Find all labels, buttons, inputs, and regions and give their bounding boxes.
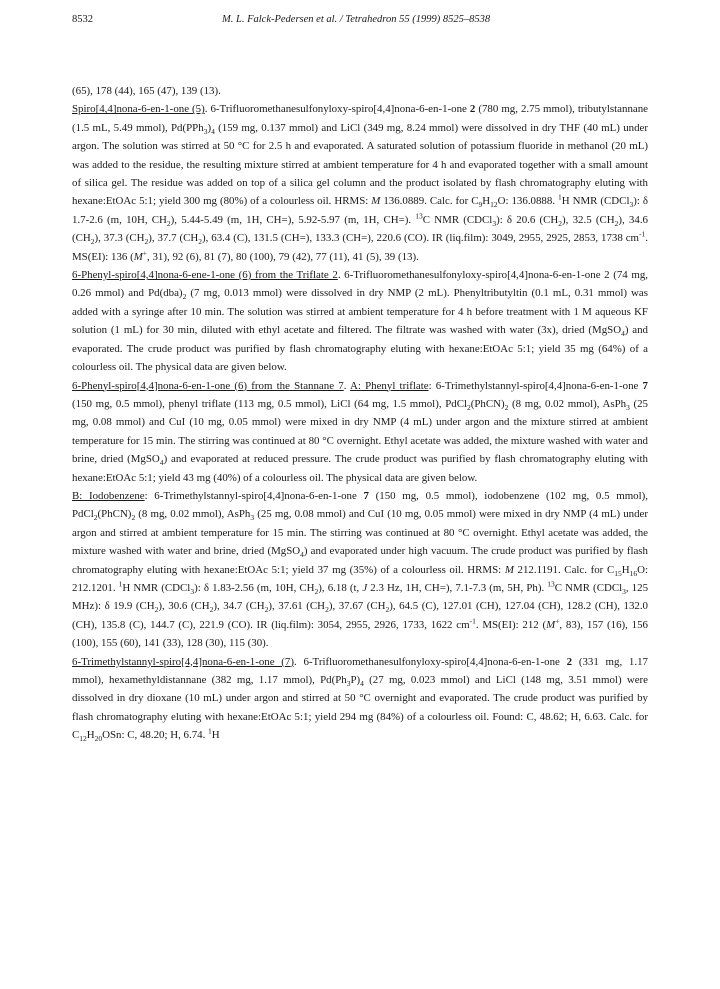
section-heading: 6-Phenyl-spiro[4,4]nona-6-en-1-one (6) from the Stannane 7	[72, 379, 344, 392]
running-title: M. L. Falck-Pedersen et al. / Tetrahedron 55 (1999) 8525–8538	[222, 14, 491, 25]
section-heading: 6-Phenyl-spiro[4,4]nona-6-ene-1-one (6) from the Triflate 2	[72, 269, 338, 282]
page-number: 8532	[72, 14, 93, 25]
page-header	[72, 14, 652, 30]
paragraph-ms-continuation: (65), 178 (44), 165 (47), 139 (13).	[72, 85, 221, 97]
paragraph-compound-5: Spiro[4,4]nona-6-en-1-one (5). 6-Trifluoromethanesulfonyloxy-spiro[4,4]nona-6-en-1-one 2 (780 mg, 2.75 mmol), tributylstannane (1.5 mL, 5.49 mmol), $Pd(PPh_3)_4$ (159 mg, 0.137 mmol) and LiCl (349 mg, 8.24 mmol) were dissolved in dry THF (40 mL) under argon. The solution was stirred at 50 °C for 2.5 h and evaporated. A saturated solution of potassium fluoride in methanol (20 mL) was added to the residue, the resulting mixture stirred at ambient temperature for 4 h and evaporated together with a small amount of silica gel. The residue was added on top of a silica gel column and the product isolated by flash chromatography eluting with hexane:EtOAc 5:1; yield 300 mg (80%) of a colourless oil. HRMS: M 136.0889. Calc. for $C_9H_{12}O$: 136.0888. $^1$H NMR (CDCl$_3$): δ 1.7-2.6 (m, 10H, $CH_2$), 5.44-5.49 (m, 1H, CH=), 5.92-5.97 (m, 1H, CH=). $^{13}$C NMR (CDCl$_3$): δ 20.6 $(CH_2)$, 32.5 $(CH_2)$, 34.6 $(CH_2)$, 37.3 $(CH_2)$, 37.7 $(CH_2)$, 63.4 (C), 131.5 (CH=), 133.3 (CH=), 220.6 (CO). IR (liq.film): 3049, 2955, 2925, 2853, 1738 $cm^{-1}$. MS(EI): 136 (M+, 31), 92 (6), 81 (7), 80 (100), 79 (42), 77 (11), 41 (5), 39 (13).	[72, 103, 649, 263]
paragraph-compound-7: 6-Trimethylstannyl-spiro[4,4]nona-6-en-1-one (7). 6-Trifluoromethanesulfonyloxy-spiro[4,4]nona-6-en-1-one 2 (331 mg, 1.17 mmol), hexamethyldistannane (382 mg, 1.17 mmol), $Pd(Ph_3P)_4$ (27 mg, 0.023 mmol) and LiCl (148 mg, 3.51 mmol) were dissolved in dry dioxane (10 mL) under argon and stirred at 50 °C overnight and evaporated. The crude product was purified by flash chromatography eluting with hexane:EtOAc 5:1; yield 294 mg (84%) of a colourless oil. Found: C, 48.62; H, 6.63. Calc. for $C_{12}H_{20}OSn$: C, 48.20; H, 6.74. $^1$H	[72, 655, 648, 744]
section-heading: Spiro[4,4]nona-6-en-1-one (5)	[72, 103, 205, 116]
paragraph-compound-6-triflate: 6-Phenyl-spiro[4,4]nona-6-ene-1-one (6) from the Triflate 2. 6-Trifluoromethanesulfonyloxy-spiro[4,4]nona-6-en-1-one 2 (74 mg, 0.26 mmol) and $Pd(dba)_2$ (7 mg, 0.013 mmol) were dissolved in dry NMP (2 mL). Phenyltributyltin (0.1 mL, 0.31 mmol) was added with a syringe after 10 min. The solution was stirred at ambient temperature for 4 h before treatment with 1 M aqueous KF solution (1 mL) for 30 min, diluted with ethyl acetate and filtered. The filtrate was washed with water (3x), dried (MgSO$_4$) and evaporated. The crude product was purified by flash chromatography eluting with hexane:EtOAc 5:1; yield 35 mg (64%) of a colourless oil. The physical data are given below.	[72, 269, 649, 374]
section-heading: 6-Trimethylstannyl-spiro[4,4]nona-6-en-1-one (7)	[72, 655, 294, 668]
article-body	[72, 82, 648, 745]
sub-heading: A: Phenyl triflate	[350, 379, 429, 392]
paragraph-compound-6-stannane-a: 6-Phenyl-spiro[4,4]nona-6-en-1-one (6) from the Stannane 7. A: Phenyl triflate: 6-Trimethylstannyl-spiro[4,4]nona-6-en-1-one 7 (150 mg, 0.5 mmol), phenyl triflate (113 mg, 0.5 mmol), LiCl (64 mg, 1.5 mmol), $PdCl_2(PhCN)_2$ (8 mg, 0.02 mmol), AsPh$_3$ (25 mg, 0.08 mmol) and CuI (10 mg, 0.05 mmol) were mixed in dry NMP (4 mL) under argon and the mixture stirred at ambient temperature for 15 min. The stirring was continued at 80 °C overnight. Ethyl acetate was added, the mixture washed with water and brine, dried (MgSO$_4$) and evaporated at reduced pressure. The crude product was purified by flash chromatography eluting with hexane:EtOAc 5:1; yield 43 mg (40%) of a colourless oil. The physical data are given below.	[72, 379, 648, 484]
section-heading: B: Iodobenzene	[72, 489, 145, 502]
paragraph-compound-6-stannane-b: B: Iodobenzene: 6-Trimethylstannyl-spiro[4,4]nona-6-en-1-one 7 (150 mg, 0.5 mmol), iodobenzene (102 mg, 0.5 mmol), $PdCl_2(PhCN)_2$ (8 mg, 0.02 mmol), AsPh$_3$ (25 mg, 0.08 mmol) and CuI (10 mg, 0.05 mmol) were mixed in dry NMP (4 mL) under argon and stirred at ambient temperature for 15 min. The stirring was continued at 80 °C overnight. Ethyl acetate was added, the mixture washed with water and brine, dried (MgSO$_4$) and evaporated under high vacuum. The crude product was purified by flash chromatography eluting with hexane:EtOAc 5:1; yield 37 mg (35%) of a colourless oil. HRMS: M 212.1191. Calc. for $C_{15}H_{16}O$: 212.1201. $^1$H NMR (CDCl$_3$): δ 1.83-2.56 (m, 10H, $CH_2$), 6.18 (t, J 2.3 Hz, 1H, CH=), 7.1-7.3 (m, 5H, Ph). $^{13}$C NMR (CDCl$_3$, 125 MHz): δ 19.9 $(CH_2)$, 30.6 $(CH_2)$, 34.7 $(CH_2)$, 37.61 $(CH_2)$, 37.67 $(CH_2)$, 64.5 (C), 127.01 (CH), 127.04 (CH), 128.2 (CH), 132.0 (CH), 135.8 (C), 144.7 (C), 221.9 (CO). IR (liq.film): 3054, 2955, 2926, 1733, 1622 $cm^{-1}$. MS(EI): 212 (M+, 83), 157 (16), 156 (100), 155 (60), 141 (33), 128 (30), 115 (30).	[72, 489, 649, 650]
